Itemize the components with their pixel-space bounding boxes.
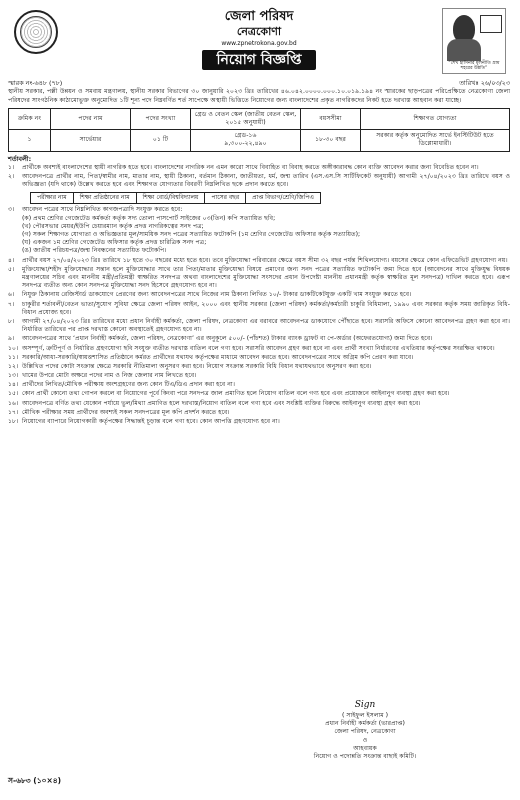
signatory-office: জেলা পরিষদ, নেত্রকোণা [334,728,396,736]
condition-number: ৪। [8,256,15,264]
education-table-header: পরীক্ষার নাম [31,192,74,203]
condition-item [8,372,510,380]
education-table-header: প্রাপ্ত বিভাগ/শ্রেণি/জিপিএ [246,192,321,203]
committee-role: আহবায়ক [353,744,377,752]
condition-text: মৌখিক পরীক্ষার সময় প্রার্থীদের অবশ্যই সকল সনদপত্রের মূল কপি প্রদর্শন করতে হবে। [22,408,230,416]
condition-item [8,409,510,417]
education-table-header: পাসের বছর [205,192,246,203]
condition-number: ৭। [8,300,15,308]
condition-item [8,164,510,172]
condition-text: সরকারি/আধা-সরকারি/স্বায়ত্তশাসিত প্রতিষ্ঠানে কর্মরত প্রার্থীদের যথাযথ কর্তৃপক্ষের মাধ্যমে আবেদন করতে হবে। আবেদনপত্রের সাথে অগ্রিম কপি প্রেরণ করা যাবে। [22,353,414,361]
condition-number: ১৭। [8,408,19,416]
notice-title: নিয়োগ বিজ্ঞপ্তি [202,50,315,70]
condition-item [8,257,510,265]
memo-row [8,79,510,87]
header-age-limit: বয়সসীমা [301,108,361,129]
signature-mark: Sign [354,700,376,710]
header-serial: ক্রমিক নং [9,108,51,129]
condition-item [8,400,510,408]
government-seal-icon [14,10,58,54]
signature-block [280,700,450,761]
website-link[interactable]: www.zpnetrokona.gov.bd [221,39,297,47]
header-qualification: শিক্ষাগত যোগ্যতা [361,108,510,129]
condition-number: ৩। [8,205,15,213]
condition-item [8,215,510,256]
condition-text: আবেদন পত্রের সাথে নিম্নলিখিত কাগজপত্রাদি সংযুক্ত করতে হবে: [22,205,183,213]
footer [8,700,510,792]
district-name: নেত্রকোণা [236,25,282,39]
condition-number: ১১। [8,353,19,361]
condition-number: ৬। [8,291,15,299]
condition-item [8,381,510,389]
condition-text: মুক্তিযোদ্ধা/শহীদ মুক্তিযোদ্ধার সন্তান হলে মুক্তিযোদ্ধার সাথে তার পিতা/মাতার মুক্তিযোদ্ধা বিষয়ে প্রমাণের জন্য সনদ পত্রের সত্যায়িত ফটোকপি জমা দিতে হবে (আবেদনের সাথে মুক্তিযুদ্ধ বিষয়ক মন্ত্রণালয়ের সচিব এবং মাননীয় মন্ত্রী/প্রতিমন্ত্রী স্বাক্ষরিত সনদপত্র অথবা বাংলাদেশের মুক্তিযোদ্ধা সংসদের প্রধান উপদেষ্টা মাননীয় প্রধানমন্ত্রী কর্তৃক স্বাক্ষরিত মূল সনদপত্র) দাখিল করতে হবে। এরূপ সনদপত্র ব্যতীত অন্য কোন সনদপত্র মুক্তিযোদ্ধা সনদ হিসেবে গ্রহণযোগ্য হবে না। [22,265,510,290]
education-table-header: শিক্ষা বোর্ড/বিশ্ববিদ্যালয় [136,192,205,203]
signatory-designation: প্রধান নির্বাহী কর্মকর্তা (ভারপ্রাপ্ত) [325,720,405,728]
table-row [9,130,510,151]
condition-item [8,291,510,299]
signatory-name: ( সাইফুল ইসলাম ) [341,712,389,719]
condition-text: চাকুরীর শর্তাবলী/বেতন ভাতা/সুযোগ সুবিধা ক্ষেত্রে জেলা পরিষদ আইন, ২০০০ এবং স্থানীয় সরকার (জেলা পরিষদ) কর্মকর্তা/কর্মচারী চাকুরি বিধিমালা, ১৯৯০ এবং সরকার কর্তৃক সময় জারিকৃত বিধি-বিধান প্রযোজ্য হবে। [22,300,510,316]
condition-number: ৯। [8,335,15,343]
condition-number: ১২। [8,362,19,370]
condition-number: ১৪। [8,381,19,389]
cell-post-name: সার্ভেয়ার [51,130,131,151]
condition-text: প্রার্থীর বয়স ২৭/০৪/২০২৩ খ্রিঃ তারিখে ১৮ হতে ৩০ বছরের মধ্যে হতে হবে। তবে মুক্তিযোদ্ধা পরিবারের ক্ষেত্রে বয়স সীমা ৩২ বছর পর্যন্ত শিথিলযোগ্য। বয়সের ক্ষেত্রে কোন এফিডেভিট গ্রহণযোগ্য নয়। [22,256,508,264]
header-grade-scale: গ্রেড ও বেতন স্কেল (জাতীয় বেতন স্কেল, ২০১৫ অনুযায়ী) [191,108,301,129]
condition-text: প্রার্থীকে অবশ্যই বাংলাদেশের স্থায়ী নাগরিক হতে হবে। বাংলাদেশের নাগরিক নন এমন কারো সাথে বিবাহিত বা বিবাহ করতে অঙ্গীকারাবদ্ধ কোন ব্যক্তি আবেদন করার জন্য বিবেচিত হবেন না। [22,164,479,172]
condition-text: আবেদনপত্রের সাথে ‘প্রধান নির্বাহী কর্মকর্তা, জেলা পরিষদ, নেত্রকোণা’ এর অনুকূলে ৫০০/- (পাঁচশত) টাকার ব্যাংক ড্রাফট বা পে-অর্ডার (অফেরতযোগ্য) জমা দিতে হবে। [22,335,433,343]
portrait-image [442,8,506,74]
condition-text: আগামী ২৭/০৪/২০২৩ খ্রিঃ তারিখের মধ্যে প্রধান নির্বাহী কর্মকর্তা, জেলা পরিষদ, নেত্রকোণা এর বরাবরে আবেদনপত্র ডাকযোগে পৌঁছাতে হবে। সরাসরি অফিসে কোনো আবেদনপত্র গ্রহণ করা হবে না। নির্ধারিত তারিখের পর প্রাপ্ত দরখাস্ত কোনো অবস্থাতেই গ্রহণযোগ্য হবে না। [22,317,510,334]
condition-text: আবেদনপত্রে বর্ণিত তথ্য যেকোন পর্যায়ে ভুল/মিথ্যা প্রমাণিত হলে দরখাস্ত/নিয়োগ বাতিল বলে গণ্য হবে এবং সংশ্লিষ্ট ব্যক্তির বিরুদ্ধে আইনানুগ ব্যবস্থা গ্রহণ করা হবে। [22,399,421,407]
condition-number: ৮। [8,317,15,325]
condition-item [8,301,510,317]
header-post-count: পদের সংখ্যা [131,108,191,129]
condition-item [8,354,510,362]
condition-text: আবেদনপত্রে প্রার্থীর নাম, পিতা/স্বামীর নাম, মাতার নাম, স্থায়ী ঠিকানা, বর্তমান ঠিকানা, জাতীয়তা, ধর্ম, জন্ম তারিখ (এস.এস.সি সার্টিফিকেট অনুযায়ী) আগামী ২৭/০৪/২০২৩ খ্রিঃ তারিখে বয়স ও অভিজ্ঞতা (যদি থাকে) উল্লেখ করতে হবে এবং শিক্ষাগত যোগ্যতার বিবরণী নিম্নলিখিত ছকে প্রদান করতে হবে। [22,173,510,189]
conditions-list [8,164,510,426]
header [8,8,510,78]
intro-paragraph: স্থানীয় সরকার, পল্লী উন্নয়ন ও সমবায় মন্ত্রণালয়, স্থানীয় সরকার বিভাগের ৩০ জানুয়ারি ২০২৩ খ্রিঃ তারিখের ৪৬.০৪২.০০০০.০০০.১০.০১৯.১৯৪ নং স্মারকের ছাড়পত্রের পরিপ্রেক্ষিতে নেত্রকোণা জেলা পরিষদের সাংগঠনিক কাঠামোভুক্ত অনুমোদিত ১টি শূন্য পদে নিম্নবর্ণিত শর্ত সাপেক্ষে অস্থায়ী ভিত্তিতে নিয়োগের জন্য বাংলাদেশের প্রকৃত নাগরিকদের নিকট হতে দরখাস্ত আহবান করা যাচ্ছে। [8,88,510,104]
condition-text: অসম্পূর্ণ, ত্রুটিপূর্ণ ও নির্ধারিত গ্রহণযোগ্য ছবি সংযুক্ত ব্যতীত দরখাস্ত বাতিল বলে গণ্য হবে। সরাসরি আবেদন গ্রহণ করা হবে না এবং প্রার্থী সংখ্যা নির্ধারণের এখতিয়ার কর্তৃপক্ষের সংরক্ষিত থাকবে। [22,344,495,352]
memo-number: স্মারক নং-৬৪৮ (৭৮) [8,79,63,87]
condition-text: খামের উপরে মোটা অক্ষরে পদের নাম ও নিজ জেলার নাম লিখতে হবে। [22,372,197,380]
condition-text: (ক) প্রথম শ্রেণির গেজেটেড কর্মকর্তা কর্তৃক সদ্য তোলা পাসপোর্ট সাইজের ০৩(তিন) কপি সত্যায়িত ছবি; (খ) পৌরসভার মেয়র/ইউপি চেয়ারম্যান কর্তৃক প্রদত্ত নাগরিকত্বের সনদ পত্র; (গ) সকল শিক্ষাগত যোগ্যতা ও অভিজ্ঞতার মূল/সাময়িক সনদ পত্রের সত্যায়িত ফটোকপি (১ম শ্রেণির গেজেটেড অফিসার কর্তৃক সত্যায়িত); (ঘ) একজন ১ম শ্রেণির গেজেটেড অফিসার কর্তৃক প্রদত্ত চারিত্রিক সনদ পত্র; (ঙ) জাতীয় পরিচয়পত্র/জন্ম নিবন্ধনের সত্যায়িত ফটোকপি। [22,214,361,255]
conditions-heading: শর্তাবলী: [8,154,32,163]
condition-item [8,418,510,426]
condition-item [8,266,510,291]
cell-qualification: সরকার কর্তৃক অনুমোদিত সার্ভে ইনস্টিটিউট হতে ডিপ্লোমাধারী। [361,130,510,151]
condition-number: ৫। [8,265,15,273]
cell-post-count: ০১ টি [131,130,191,151]
office-title: জেলা পরিষদ [224,9,294,24]
condition-number [8,215,22,256]
header-post-name: পদের নাম [51,108,131,129]
mujib-logo-icon [480,15,502,33]
condition-number: ১৩। [8,372,19,380]
condition-number: ১। [8,164,15,172]
condition-item [8,345,510,353]
footer-reference: স-৬৮৩ (১০×৪) [8,776,62,786]
condition-text: কোন প্রার্থী কোনো তথ্য গোপন করলে বা নিয়োগের পূর্বে কিংবা পরে সনদপত্র জাল প্রমাণিত হলে নিয়োগ বাতিল বলে গণ্য হবে এবং প্রয়োজনে আইনানুগ ব্যবস্থা গ্রহণ করা হবে। [22,390,450,398]
position-table-header [9,108,510,129]
condition-item [8,173,510,189]
condition-number: ১০। [8,344,19,352]
condition-item [8,318,510,334]
cell-serial: ১ [9,130,51,151]
education-table [30,192,321,204]
condition-item [8,206,510,214]
condition-item [8,363,510,371]
education-table-header: শিক্ষা প্রতিষ্ঠানের নাম [73,192,136,203]
signatory-and: ও [362,736,368,744]
position-table [8,108,510,152]
condition-text: নিয়োগের ব্যাপারে নিয়োগকারী কর্তৃপক্ষের সিদ্ধান্তই চূড়ান্ত বলে গণ্য হবে। কোন আপত্তি গ্রহণযোগ্য হবে না। [22,418,280,425]
condition-text: প্রার্থীদের লিখিত/মৌখিক পরীক্ষায় অংশগ্রহণের জন্য কোন টিএ/ডিএ প্রদান করা হবে না। [22,381,235,389]
condition-item [8,335,510,343]
committee-name: নিয়োগ ও পদোন্নতি সংক্রান্ত বাছাই কমিটি। [313,752,417,760]
memo-date: তারিখঃ ২৬/০৩/২৩ [459,79,510,87]
condition-number: ১৮। [8,418,19,425]
condition-item [8,390,510,398]
cell-grade-scale: গ্রেড-১৬ ৯,৩০০-২২,৪৯০ [191,130,301,151]
condition-text: উল্লিখিত পদের কোটা সংক্রান্ত ক্ষেত্রে সরকারি নীতিমালা অনুসরণ করা হবে। নিয়োগ সংক্রান্ত সরকারি বিধি বিধান যথাযথভাবে অনুসরণ করা হবে। [22,362,372,370]
condition-number: ১৬। [8,399,19,407]
portrait-caption: “শেখ হাসিনার মূলনীতি গ্রাম শহরের উন্নতি” [448,60,500,71]
condition-number: ১৫। [8,390,19,398]
cell-age-limit: ১৮-৩০ বছর [301,130,361,151]
condition-number: ২। [8,173,15,181]
condition-text: নিযুক্ত ঠিকানায় রেজিস্টার্ড ডাকযোগে প্রেরণের জন্য আবেদনপত্রের সাথে নিজের নাম ঠিকানা লিখিত ১০/- টাকার ডাকটিকেটযুক্ত একটি খাম সংযুক্ত করতে হবে। [22,291,412,299]
